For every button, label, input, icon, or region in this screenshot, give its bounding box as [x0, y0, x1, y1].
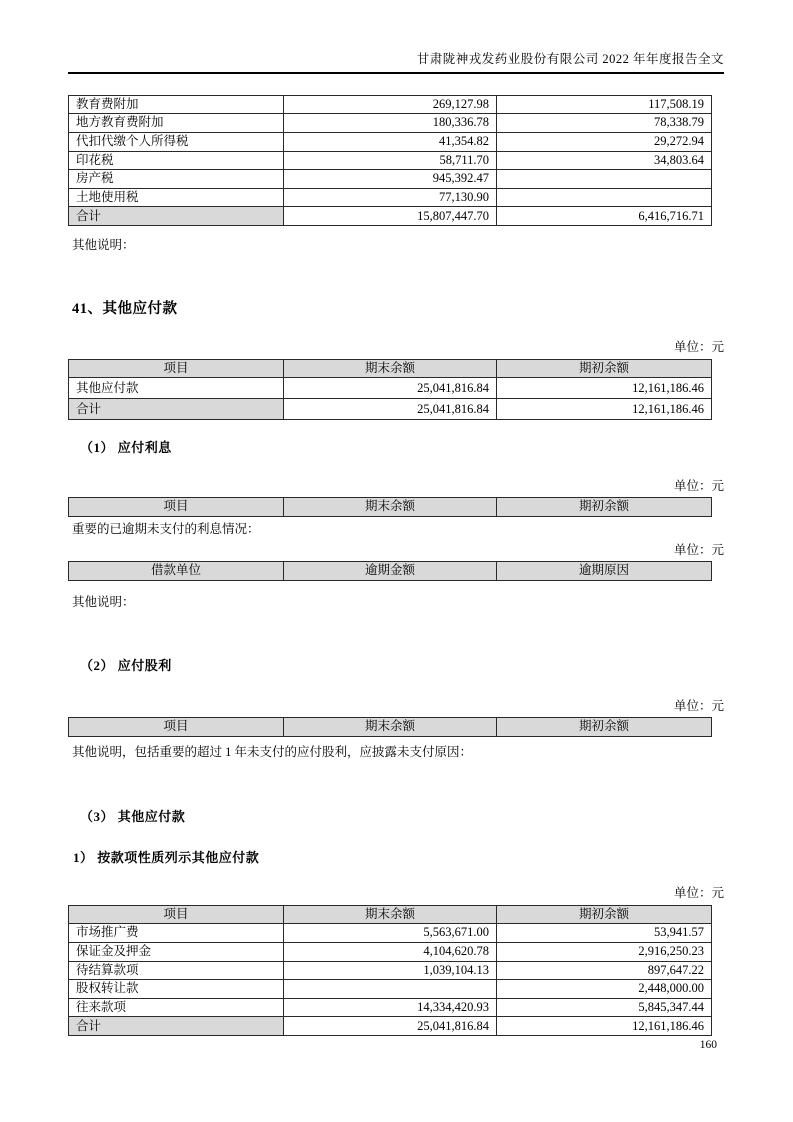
row-value-cell: 12,161,186.46 — [497, 399, 712, 420]
table-total-row — [69, 207, 712, 226]
row-value-cell: 4,104,620.78 — [284, 942, 497, 961]
row-label-cell: 印花税 — [69, 151, 284, 170]
section-41-heading: 41、其他应付款 — [72, 301, 178, 317]
table-row — [69, 980, 712, 999]
row-value-cell: 25,041,816.84 — [284, 1017, 497, 1036]
table-row — [69, 378, 712, 399]
column-header: 逾期金额 — [284, 562, 497, 581]
row-value-cell: 29,272.94 — [497, 132, 712, 151]
row-value-cell: 53,941.57 — [497, 924, 712, 943]
section-41-3-1-heading: 1） 按款项性质列示其他应付款 — [73, 849, 260, 865]
column-header: 项目 — [69, 498, 284, 517]
row-value-cell: 78,338.79 — [497, 114, 712, 133]
row-value-cell: 34,803.64 — [497, 151, 712, 170]
row-label-cell: 教育费附加 — [69, 95, 284, 114]
row-value-cell: 5,563,671.00 — [284, 924, 497, 943]
table-row — [69, 942, 712, 961]
unit-label: 单位：元 — [673, 478, 724, 493]
row-value-cell: 269,127.98 — [284, 95, 497, 114]
row-label-cell: 往来款项 — [69, 998, 284, 1017]
table-row — [69, 114, 712, 133]
section-41-1-heading: （1） 应付利息 — [80, 440, 172, 456]
table-header-row — [69, 562, 712, 581]
overdue-interest-table — [68, 561, 712, 581]
row-value-cell — [284, 980, 497, 999]
unit-label: 单位：元 — [673, 698, 724, 713]
row-label-cell: 待结算款项 — [69, 961, 284, 980]
row-label-cell: 土地使用税 — [69, 188, 284, 207]
row-value-cell: 117,508.19 — [497, 95, 712, 114]
table-total-row — [69, 1017, 712, 1036]
row-label-cell: 房产税 — [69, 170, 284, 189]
table-row — [69, 151, 712, 170]
row-value-cell: 15,807,447.70 — [284, 207, 497, 226]
row-label-cell: 保证金及押金 — [69, 942, 284, 961]
row-value-cell — [497, 188, 712, 207]
row-value-cell — [497, 170, 712, 189]
column-header: 期初余额 — [497, 498, 712, 517]
table-header-row — [69, 905, 712, 924]
row-label-cell: 合计 — [69, 207, 284, 226]
column-header: 项目 — [69, 359, 284, 378]
row-value-cell: 58,711.70 — [284, 151, 497, 170]
row-value-cell: 41,354.82 — [284, 132, 497, 151]
row-label-cell: 地方教育费附加 — [69, 114, 284, 133]
row-value-cell: 77,130.90 — [284, 188, 497, 207]
row-value-cell: 12,161,186.46 — [497, 1017, 712, 1036]
interest-payable-table — [68, 497, 712, 517]
table-row — [69, 170, 712, 189]
column-header: 期末余额 — [284, 905, 497, 924]
tax-surcharge-table — [68, 95, 712, 227]
column-header: 借款单位 — [69, 562, 284, 581]
column-header: 期初余额 — [497, 359, 712, 378]
row-value-cell: 12,161,186.46 — [497, 378, 712, 399]
document-header — [68, 0, 724, 74]
column-header: 期末余额 — [284, 359, 497, 378]
row-value-cell: 897,647.22 — [497, 961, 712, 980]
column-header: 项目 — [69, 905, 284, 924]
unit-label: 单位：元 — [673, 340, 724, 355]
table-row — [69, 188, 712, 207]
dividends-payable-table — [68, 717, 712, 737]
table-row — [69, 95, 712, 114]
row-value-cell: 180,336.78 — [284, 114, 497, 133]
row-label-cell: 合计 — [69, 1017, 284, 1036]
row-value-cell: 6,416,716.71 — [497, 207, 712, 226]
section-41-2-heading: （2） 应付股利 — [80, 658, 172, 674]
other-notes-label: 其他说明： — [72, 238, 135, 253]
row-value-cell: 2,916,250.23 — [497, 942, 712, 961]
column-header: 逾期原因 — [497, 562, 712, 581]
table-row — [69, 961, 712, 980]
table-row — [69, 924, 712, 943]
unit-label: 单位：元 — [673, 542, 724, 557]
document-title: 甘肃陇神戎发药业股份有限公司 2022 年年度报告全文 — [416, 52, 724, 66]
table-row — [69, 998, 712, 1017]
column-header: 期末余额 — [284, 498, 497, 517]
other-payables-by-nature-table — [68, 905, 712, 1037]
table-row — [69, 132, 712, 151]
row-label-cell: 代扣代缴个人所得税 — [69, 132, 284, 151]
row-value-cell: 1,039,104.13 — [284, 961, 497, 980]
table-header-row — [69, 498, 712, 517]
row-value-cell: 945,392.47 — [284, 170, 497, 189]
other-payables-summary-table — [68, 359, 712, 421]
row-label-cell: 合计 — [69, 399, 284, 420]
column-header: 期初余额 — [497, 905, 712, 924]
overdue-interest-note: 重要的已逾期未支付的利息情况： — [72, 521, 260, 536]
row-value-cell: 2,448,000.00 — [497, 980, 712, 999]
column-header: 项目 — [69, 718, 284, 737]
row-label-cell: 其他应付款 — [69, 378, 284, 399]
row-value-cell: 14,334,420.93 — [284, 998, 497, 1017]
table-total-row — [69, 399, 712, 420]
table-header-row — [69, 359, 712, 378]
page-content — [68, 0, 724, 1036]
unit-label: 单位：元 — [673, 886, 724, 900]
row-value-cell: 25,041,816.84 — [284, 399, 497, 420]
section-41-3-heading: （3） 其他应付款 — [80, 808, 186, 824]
row-value-cell: 5,845,347.44 — [497, 998, 712, 1017]
table-header-row — [69, 718, 712, 737]
column-header: 期初余额 — [497, 718, 712, 737]
row-label-cell: 市场推广费 — [69, 924, 284, 943]
other-notes-label: 其他说明： — [72, 594, 135, 609]
page-number: 160 — [699, 1039, 717, 1051]
row-value-cell: 25,041,816.84 — [284, 378, 497, 399]
column-header: 期末余额 — [284, 718, 497, 737]
dividend-note: 其他说明，包括重要的超过 1 年未支付的应付股利，应披露未支付原因： — [72, 744, 473, 759]
row-label-cell: 股权转让款 — [69, 980, 284, 999]
